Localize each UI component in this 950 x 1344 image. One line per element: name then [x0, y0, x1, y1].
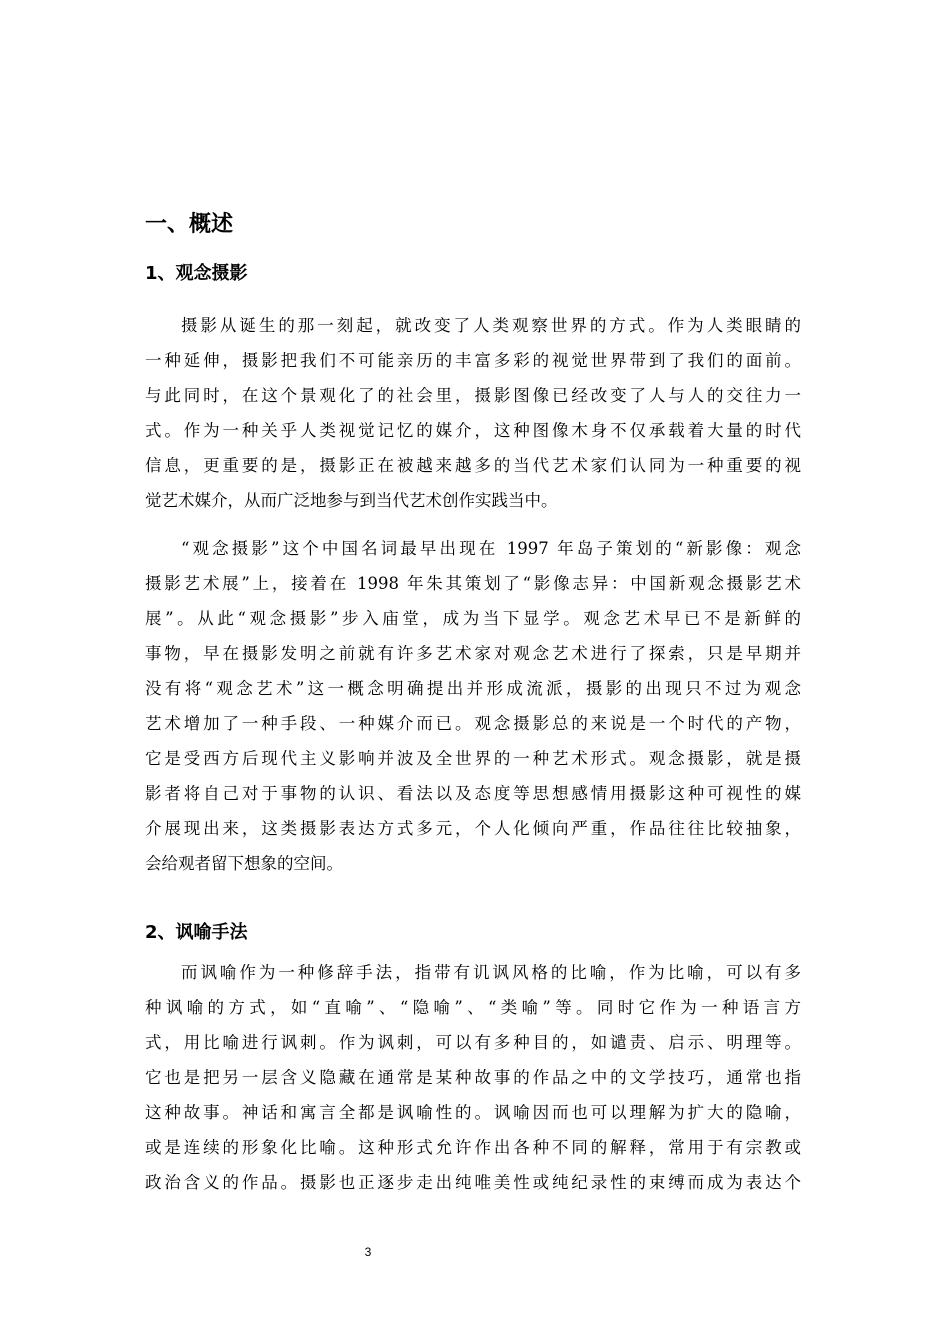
paragraph-line: 展”。从此“观念摄影”步入庙堂，成为当下显学。观念艺术早已不是新鲜的: [145, 609, 801, 628]
paragraph-line: 而讽喻作为一种修辞手法，指带有讥讽风格的比喻，作为比喻，可以有多: [181, 963, 801, 982]
paragraph-line: 它也是把另一层含义隐藏在通常是某种故事的作品之中的文学技巧，通常也指: [145, 1068, 801, 1087]
paragraph-line: 没有将“观念艺术”这一概念明确提出并形成流派，摄影的出现只不过为观念: [145, 679, 801, 698]
paragraph-line: 会给观者留下想象的空间。: [145, 854, 343, 873]
paragraph-2: [145, 531, 801, 881]
paragraph-line: 信息，更重要的是，摄影正在被越来越多的当代艺术家们认同为一种重要的视: [145, 456, 801, 475]
paragraph-line: 式。作为一种关乎人类视觉记忆的媒介，这种图像木身不仅承载着大量的时代: [145, 421, 801, 440]
paragraph-line: 艺术增加了一种手段、一种媒介而已。观念摄影总的来说是一个时代的产物，: [145, 714, 801, 733]
paragraph-line: 式，用比喻进行讽刺。作为讽刺，可以有多种目的，如谴责、启示、明理等。: [145, 1033, 801, 1052]
paragraph-line: 种讽喻的方式，如“直喻”、“隐喻”、“类喻”等。同时它作为一种语言方: [145, 998, 801, 1017]
paragraph-3: [145, 955, 801, 1200]
page-number: 3: [364, 1245, 372, 1259]
paragraph-line: “观念摄影”这个中国名词最早出现在 1997 年岛子策划的“新影像：观念: [181, 539, 801, 558]
paragraph-line: 政治含义的作品。摄影也正逐步走出纯唯美性或纯纪录性的束缚而成为表达个: [145, 1173, 801, 1192]
subsection-heading-2: 2、讽喻手法: [145, 922, 248, 943]
paragraph-line: 这种故事。神话和寓言全都是讽喻性的。讽喻因而也可以理解为扩大的隐喻，: [145, 1103, 801, 1122]
document-page: [145, 0, 801, 1344]
subsection-heading-1: 1、观念摄影: [145, 263, 248, 284]
paragraph-line: 事物，早在摄影发明之前就有许多艺术家对观念艺术进行了探索，只是早期并: [145, 644, 801, 663]
section-heading: 一、概述: [145, 212, 234, 237]
paragraph-line: 影者将自己对于事物的认识、看法以及态度等思想感情用摄影这种可视性的媒: [145, 784, 801, 803]
paragraph-line: 与此同时，在这个景观化了的社会里，摄影图像已经改变了人与人的交往力一: [145, 386, 801, 405]
paragraph-line: 或是连续的形象化比喻。这种形式允许作出各种不同的解释，常用于有宗教或: [145, 1138, 801, 1157]
paragraph-line: 介展现出来，这类摄影表达方式多元，个人化倾向严重，作品往往比较抽象，: [145, 819, 801, 838]
paragraph-line: 摄影从诞生的那一刻起，就改变了人类观察世界的方式。作为人类眼睛的: [181, 316, 801, 335]
paragraph-line: 觉艺术媒介，从而广泛地参与到当代艺术创作实践当中。: [145, 491, 558, 510]
paragraph-line: 它是受西方后现代主义影响并波及全世界的一种艺术形式。观念摄影，就是摄: [145, 749, 801, 768]
paragraph-line: 一种延伸，摄影把我们不可能亲历的丰富多彩的视觉世界带到了我们的面前。: [145, 351, 801, 370]
paragraph-1: [145, 308, 801, 518]
paragraph-line: 摄影艺术展”上，接着在 1998 年朱其策划了“影像志异：中国新观念摄影艺术: [145, 574, 801, 593]
